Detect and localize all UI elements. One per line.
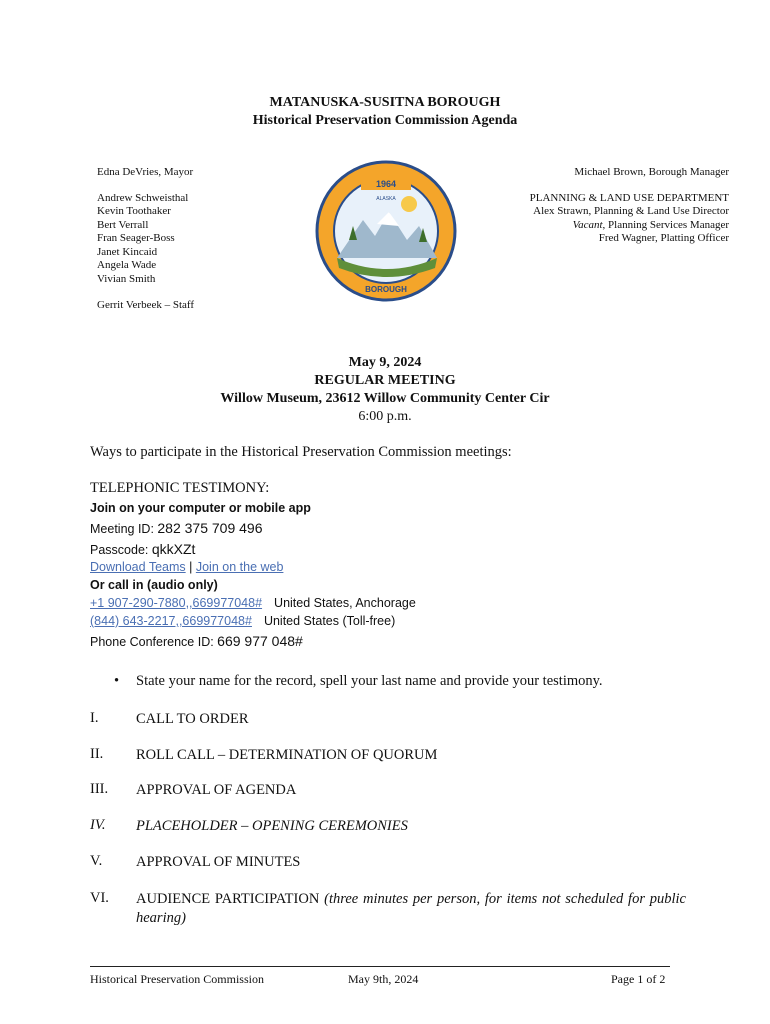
join-heading: Join on your computer or mobile app xyxy=(90,501,311,515)
phone2-link[interactable]: (844) 643-2217,,669977048# xyxy=(90,614,252,628)
meeting-type: REGULAR MEETING xyxy=(314,373,456,388)
agenda-item-text: APPROVAL OF MINUTES xyxy=(136,854,301,870)
services-manager xyxy=(530,219,729,233)
passcode-line xyxy=(90,541,195,557)
meeting-id-label: Meeting ID: xyxy=(90,522,158,536)
passcode-label: Passcode: xyxy=(90,543,152,557)
testimony-instruction: State your name for the record, spell your last name and provide your testimony. xyxy=(136,673,603,689)
agenda-item-number: III. xyxy=(90,781,109,797)
agenda-item-note: (three minutes per person, for items not scheduled for public hearing) xyxy=(136,891,686,926)
agenda-item-number: I. xyxy=(90,710,99,726)
phone2-location: United States (Toll-free) xyxy=(263,614,396,628)
agenda-item-number: V. xyxy=(90,853,103,869)
vacant-label: Vacant xyxy=(572,218,603,231)
agenda-item-title: AUDIENCE PARTICIPATION xyxy=(136,891,320,907)
member-name: Fran Seager-Boss xyxy=(97,232,175,244)
borough-seal xyxy=(315,160,457,302)
staff-directory xyxy=(530,166,729,246)
meeting-date: May 9, 2024 xyxy=(348,355,422,370)
join-web-link[interactable]: Join on the web xyxy=(195,560,284,574)
meeting-id-line xyxy=(90,520,263,536)
agenda-item-text: PLACEHOLDER – OPENING CEREMONIES xyxy=(136,818,408,834)
phone1-location: United States, Anchorage xyxy=(274,596,416,610)
org-title: MATANUSKA-SUSITNA BOROUGH xyxy=(269,95,501,110)
agenda-item-text: APPROVAL OF AGENDA xyxy=(136,782,297,798)
agenda-item-number: IV. xyxy=(90,817,106,833)
conference-id-label: Phone Conference ID: xyxy=(90,635,218,649)
document-title: Historical Preservation Commission Agenda xyxy=(252,113,518,128)
meeting-info xyxy=(0,354,770,426)
member-name: Vivian Smith xyxy=(97,272,156,285)
meeting-id: 282 375 709 496 xyxy=(157,520,263,536)
footer-page-number: Page 1 of 2 xyxy=(611,972,666,986)
conference-id-line xyxy=(90,633,303,649)
bullet-dot: • xyxy=(114,673,120,689)
conference-id: 669 977 048# xyxy=(217,633,303,649)
department-name: PLANNING & LAND USE DEPARTMENT xyxy=(529,191,729,204)
footer-commission: Historical Preservation Commission xyxy=(90,972,264,986)
platting-officer: Fred Wagner, Platting Officer xyxy=(598,232,729,244)
telephonic-heading: TELEPHONIC TESTIMONY: xyxy=(90,480,270,496)
seal-bottom-text: BOROUGH xyxy=(365,285,407,294)
borough-manager: Michael Brown, Borough Manager xyxy=(574,166,729,178)
services-manager-title: , Planning Services Manager xyxy=(602,218,729,231)
phone-line-2 xyxy=(90,614,395,628)
link-separator: | xyxy=(185,560,196,574)
agenda-item-number: II. xyxy=(90,746,104,762)
phone-line-1 xyxy=(90,596,416,610)
staff-name: Gerrit Verbeek – Staff xyxy=(97,299,195,311)
member-name: Angela Wade xyxy=(97,259,157,271)
planning-director: Alex Strawn, Planning & Land Use Director xyxy=(533,205,729,217)
commission-roster xyxy=(97,166,194,313)
agenda-item-number: VI. xyxy=(90,890,109,906)
call-in-heading: Or call in (audio only) xyxy=(90,578,218,592)
seal-year: 1964 xyxy=(375,179,397,189)
agenda-item-text: CALL TO ORDER xyxy=(136,711,249,727)
member-name: Janet Kincaid xyxy=(97,245,158,258)
meeting-time: 6:00 p.m. xyxy=(358,409,412,424)
passcode: qkkXZt xyxy=(151,541,196,557)
download-teams-link[interactable]: Download Teams xyxy=(90,560,186,574)
member-name: Bert Verrall xyxy=(97,218,149,231)
footer-date: May 9th, 2024 xyxy=(348,972,419,986)
borough-seal-graphic xyxy=(315,160,457,302)
agenda-item-text: ROLL CALL – DETERMINATION OF QUORUM xyxy=(136,747,438,763)
member-name: Andrew Schweisthal xyxy=(97,191,189,204)
meeting-location: Willow Museum, 23612 Willow Community Center Cir xyxy=(220,391,550,406)
seal-state: ALASKA xyxy=(376,196,396,202)
footer-rule xyxy=(90,966,670,967)
ways-to-participate: Ways to participate in the Historical Preservation Commission meetings: xyxy=(90,444,512,460)
agenda-item-text xyxy=(136,890,686,928)
mayor-name: Edna DeVries, Mayor xyxy=(97,166,194,178)
teams-links xyxy=(90,560,283,574)
member-name: Kevin Toothaker xyxy=(97,205,171,217)
phone1-link[interactable]: +1 907-290-7880,,669977048# xyxy=(90,596,263,610)
